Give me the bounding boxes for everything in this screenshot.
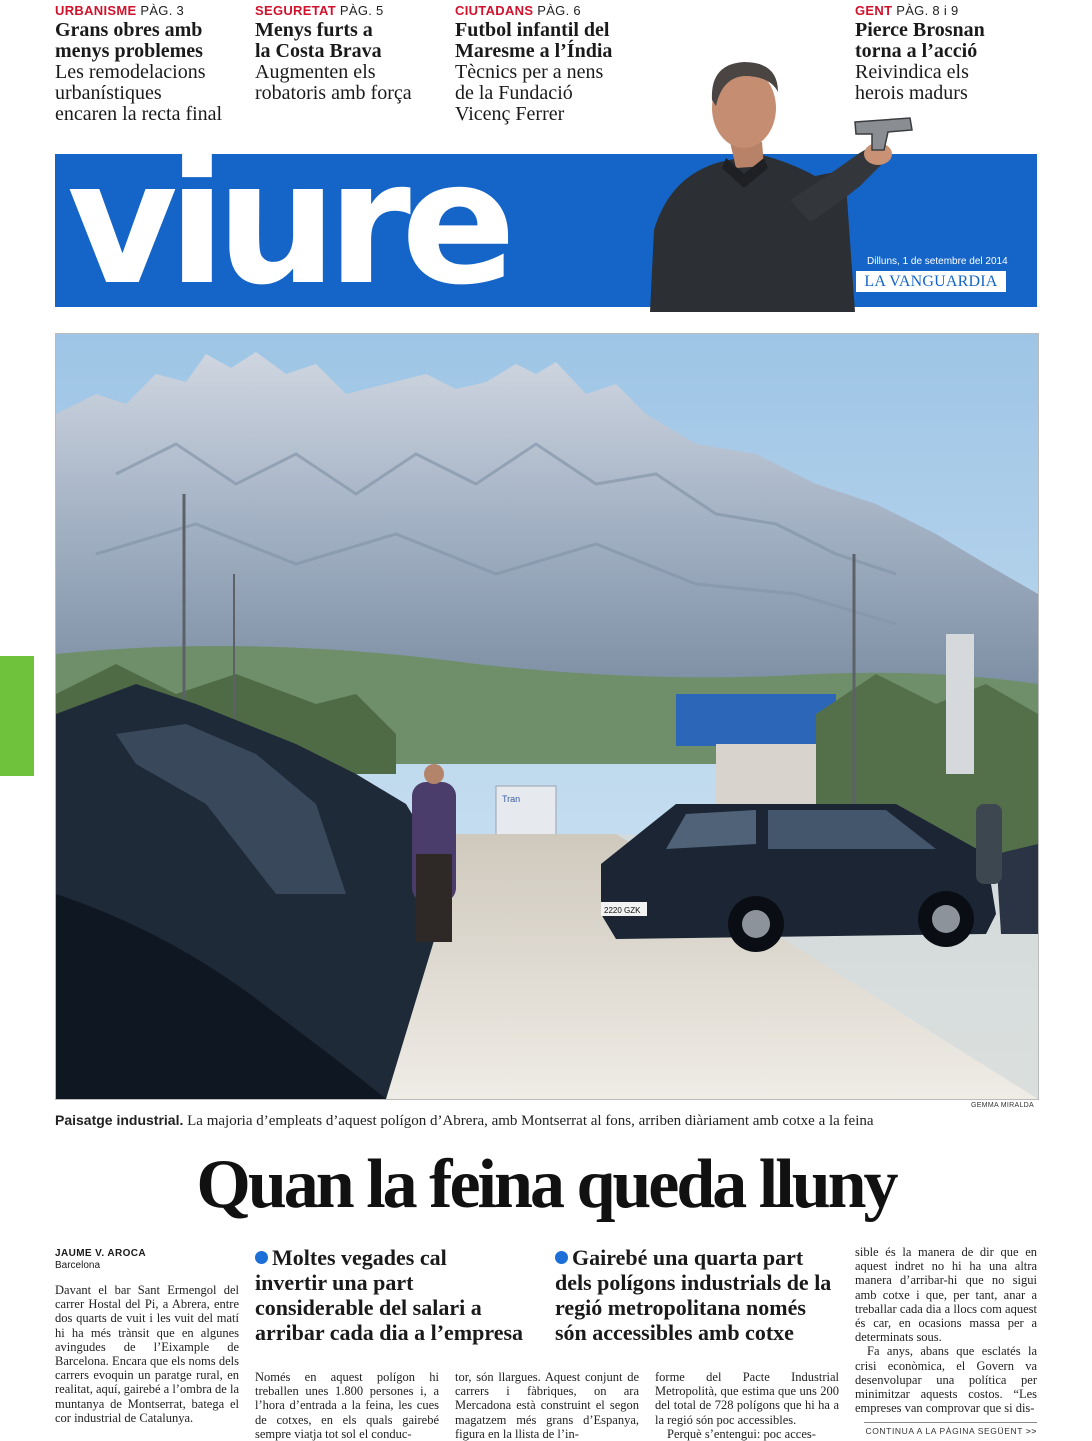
truck-sign: Tran	[502, 794, 521, 804]
main-photo-scene	[56, 334, 1038, 1099]
body-column-1: Davant el bar Sant Ermengol del carrer Hostal del Pi, a Abrera, entre dos quarts de vuit i les vuit del matí hi ha més trànsit que en algunes avingudes de l’Eixample de Barcelona. Encara que els noms dels carrers evoquin un paratge rural, en realitat, aquí, gairebé a l’ombra de la muntanya de Montserrat, batega el cor industrial de Catalunya.	[55, 1283, 239, 1425]
body-column-4: forme del Pacte Industrial Metropolità, que estima que uns 200 del total de 728 polígons que hi ha a la regió són poc accessibles. Perquè s’entengui: poc acces-	[655, 1370, 839, 1441]
body-column-3: tor, són llargues. Aquest conjunt de carrers i fàbriques, on ara Mercadona està construint el segon magatzem més grans d’Espanya, figura en la llista de l’in-	[455, 1370, 639, 1441]
dateline: Dilluns, 1 de setembre del 2014	[867, 256, 1008, 267]
photo-caption	[55, 1112, 1037, 1130]
teaser-subhead: Reivindica els herois madurs	[855, 61, 969, 104]
worker-right	[976, 804, 1002, 884]
teaser-subhead: Les remodelacions urbanístiques encaren la recta final	[55, 61, 223, 125]
bullet-icon	[255, 1251, 268, 1264]
newspaper-logo[interactable]: LA VANGUARDIA	[855, 270, 1007, 293]
teaser-subhead: Augmenten els robatoris amb força	[255, 61, 412, 104]
caption-text: La majoria d’empleats d’aquest polígon d’Abrera, amb Montserrat al fons, arriben diàriament amb cotxe a la feina	[187, 1113, 874, 1129]
teaser-section: CIUTADANS PÀG. 6	[455, 3, 581, 18]
main-photo	[55, 333, 1039, 1100]
teaser-section: SEGURETAT PÀG. 5	[255, 3, 384, 18]
teaser-ciutadans[interactable]	[455, 2, 651, 125]
car-right-edge	[996, 844, 1038, 934]
main-headline: Quan la feina queda lluny	[196, 1146, 896, 1223]
byline	[55, 1248, 146, 1272]
byline-place: Barcelona	[55, 1260, 101, 1271]
factory-building	[716, 744, 816, 804]
teaser-urbanisme[interactable]	[55, 2, 251, 125]
caption-lead: Paisatge industrial.	[55, 1112, 184, 1128]
teaser-headline: Grans obres amb menys problemes	[55, 19, 203, 62]
section-tab	[0, 656, 34, 776]
license-plate: 2220 GZK	[604, 906, 641, 915]
body-column-2: Només en aquest polígon hi treballen unes 1.800 persones i, a l’hora d’entrada a la feina, les cues de cotxes, en els quals gairebé sempre viatja tot sol el conduc-	[255, 1370, 439, 1441]
highlight-1: Moltes vegades cal invertir una part considerable del salari a arribar cada dia a l’empresa	[255, 1245, 524, 1345]
teaser-headline: Futbol infantil del Maresme a l’Índia	[455, 19, 613, 62]
teaser-section: GENT PÀG. 8 i 9	[855, 3, 959, 18]
section-masthead: viure	[67, 154, 507, 307]
continue-link[interactable]: CONTINUA A LA PÀGINA SEGÜENT >>	[864, 1422, 1037, 1436]
teaser-headline: Menys furts a la Costa Brava	[255, 19, 382, 62]
highlight-2: Gairebé una quarta part dels polígons industrials de la regió metropolitana només són accessibles amb cotxe	[555, 1245, 832, 1345]
pistol	[855, 118, 912, 150]
blue-warehouse	[676, 694, 836, 746]
pedestrian-legs	[416, 854, 452, 942]
body-column-5: sible és la manera de dir que en aquest indret no hi ha una altra manera d’arribar-hi que no sigui amb cotxe i que, per tant, anar a treballar cada dia a llocs com aquest és car, en ocasions massa per a determinats sous. Fa anys, abans que esclatés la crisi econòmica, el Govern va desenvolupar una política per minimitzar aquests costos. “Les empreses van comprovar que si dis-	[855, 1245, 1037, 1416]
double-arrow-icon: >>	[1025, 1426, 1037, 1436]
teaser-subhead: Tècnics per a nens de la Fundació Vicenç Ferrer	[455, 61, 604, 125]
teaser-headline: Pierce Brosnan torna a l’acció	[855, 19, 985, 62]
byline-author: JAUME V. AROCA	[55, 1248, 146, 1259]
silo-tower	[946, 634, 974, 774]
photo-credit: GEMMA MIRALDA	[970, 1102, 1034, 1109]
actor-photo	[640, 50, 930, 312]
teaser-seguretat[interactable]	[255, 2, 451, 104]
teaser-section: URBANISME PÀG. 3	[55, 3, 185, 18]
pedestrian-head	[424, 764, 444, 784]
bullet-icon	[555, 1251, 568, 1264]
